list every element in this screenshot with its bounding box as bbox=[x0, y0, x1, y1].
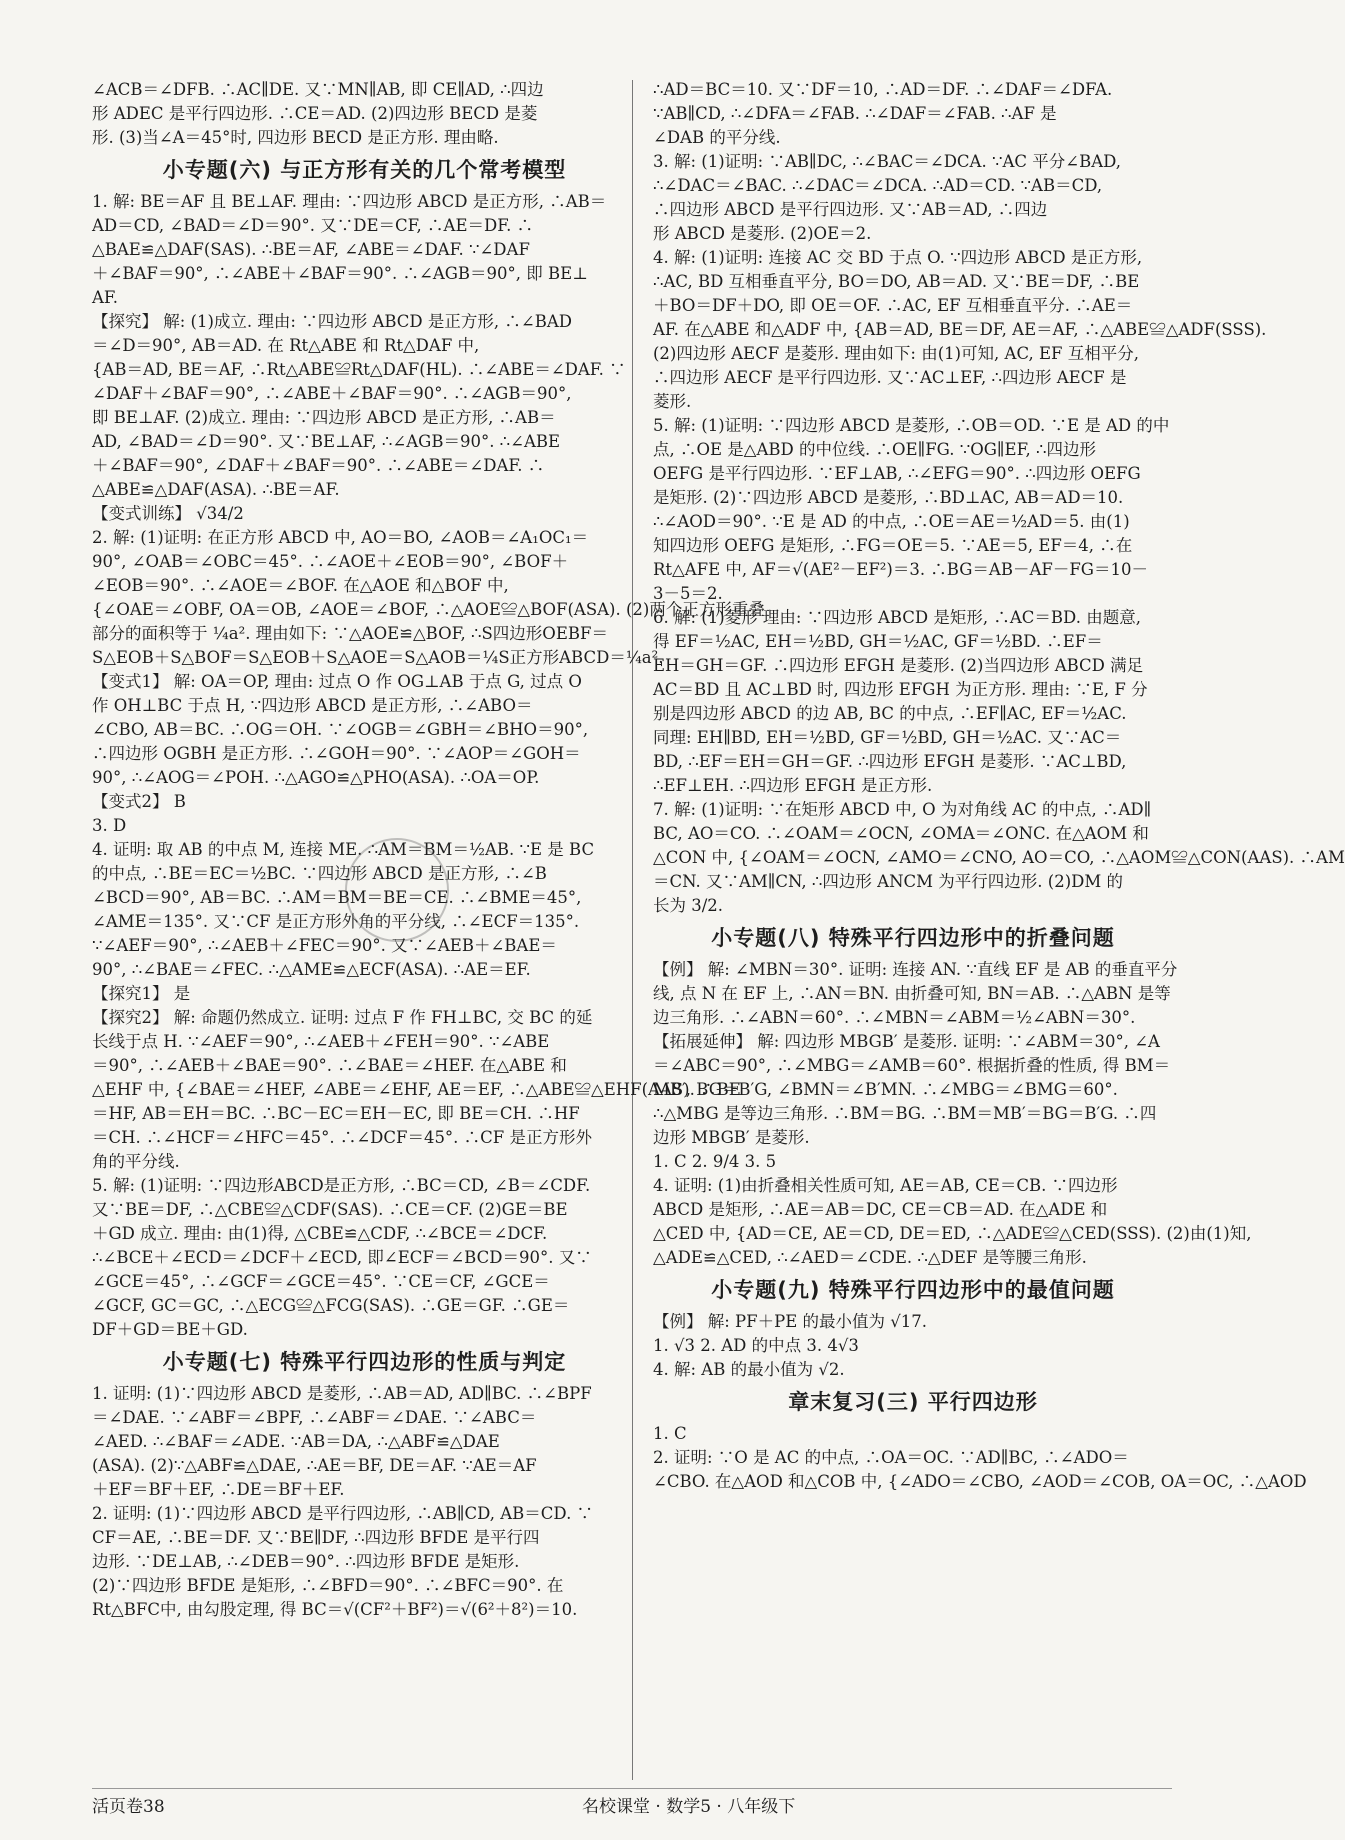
text-line: 6. 解: (1)菱形 理由: ∵四边形 ABCD 是矩形, ∴AC＝BD. 由题意, bbox=[653, 608, 1141, 627]
text-line: 形. (3)当∠A＝45°时, 四边形 BECD 是正方形. 理由略. bbox=[92, 128, 499, 147]
text-line: ∴四边形 ABCD 是平行四边形. 又∵AB＝AD, ∴四边 bbox=[653, 200, 1048, 219]
text-line: 【变式2】 B bbox=[92, 792, 186, 811]
text-line: MB′, BG＝B′G, ∠BMN＝∠B′MN. ∴∠MBG＝∠BMG＝60°. bbox=[653, 1080, 1118, 1099]
text-line: ∠CBO, AB＝BC. ∴OG＝OH. ∵∠OGB＝∠GBH＝∠BHO＝90°, bbox=[92, 720, 589, 739]
text-line: 2. 证明: ∵O 是 AC 的中点, ∴OA＝OC. ∵AD∥BC, ∴∠ADO＝ bbox=[653, 1448, 1129, 1467]
text-line: ∠GCE＝45°, ∴∠GCF＝∠GCE＝45°. ∵CE＝CF, ∠GCE＝ bbox=[92, 1272, 550, 1291]
text-line: ∴四边形 OGBH 是正方形. ∴∠GOH＝90°. ∵∠AOP＝∠GOH＝ bbox=[92, 744, 581, 763]
text-line: 4. 解: AB 的最小值为 √2. bbox=[653, 1360, 845, 1379]
text-line: AF. 在△ABE 和△ADF 中, {AB＝AD, BE＝DF, AE＝AF, ∴△ABE≌△ADF(SSS). bbox=[653, 320, 1267, 339]
text-line: 是矩形. (2)∵四边形 ABCD 是菱形, ∴BD⊥AC, AB＝AD＝10. bbox=[653, 488, 1124, 507]
section-heading: 章末复习(三) 平行四边形 bbox=[788, 1390, 1038, 1414]
text-line: 4. 证明: 取 AB 的中点 M, 连接 ME. ∴AM＝BM＝½AB. ∵E 是 BC bbox=[92, 840, 595, 859]
text-line: ∵AB∥CD, ∴∠DFA＝∠FAB. ∴∠DAF＝∠FAB. ∴AF 是 bbox=[653, 104, 1057, 123]
text-line: DF＋GD＝BE＋GD. bbox=[92, 1320, 248, 1339]
text-line: 1. 证明: (1)∵四边形 ABCD 是菱形, ∴AB＝AD, AD∥BC. ∴∠BPF bbox=[92, 1384, 592, 1403]
section-heading: 小专题(八) 特殊平行四边形中的折叠问题 bbox=[711, 926, 1115, 950]
text-line: 1. C 2. 9/4 3. 5 bbox=[653, 1152, 777, 1171]
text-line: {AB＝AD, BE＝AF, ∴Rt△ABE≌Rt△DAF(HL). ∴∠ABE＝∠DAF. ∵ bbox=[92, 360, 626, 379]
text-line: ∴∠DAC＝∠BAC. ∴∠DAC＝∠DCA. ∴AD＝CD. ∵AB＝CD, bbox=[653, 176, 1103, 195]
text-line: 作 OH⊥BC 于点 H, ∵四边形 ABCD 是正方形, ∴∠ABO＝ bbox=[92, 696, 533, 715]
text-line: 【探究2】 解: 命题仍然成立. 证明: 过点 F 作 FH⊥BC, 交 BC 的延 bbox=[92, 1008, 593, 1027]
text-line: OEFG 是平行四边形. ∵EF⊥AB, ∴∠EFG＝90°. ∴四边形 OEFG bbox=[653, 464, 1141, 483]
text-line: ＝CN. 又∵AM∥CN, ∴四边形 ANCM 为平行四边形. (2)DM 的 bbox=[653, 872, 1124, 891]
text-line: 形 ABCD 是菱形. (2)OE＝2. bbox=[653, 224, 872, 243]
text-line: 长为 3/2. bbox=[653, 896, 724, 915]
text-line: 知四边形 OEFG 是矩形, ∴FG＝OE＝5. ∵AE＝5, EF＝4, ∴在 bbox=[653, 536, 1133, 555]
text-line: △ABE≌△DAF(ASA). ∴BE＝AF. bbox=[92, 480, 340, 499]
text-line: 1. C bbox=[653, 1424, 687, 1443]
text-line: AD, ∠BAD＝∠D＝90°. 又∵BE⊥AF, ∴∠AGB＝90°. ∴∠ABE bbox=[92, 432, 561, 451]
text-line: ＝HF, AB＝EH＝BC. ∴BC－EC＝EH－EC, 即 BE＝CH. ∴HF bbox=[92, 1104, 580, 1123]
text-line: ∴AD＝BC＝10. 又∵DF＝10, ∴AD＝DF. ∴∠DAF＝∠DFA. bbox=[653, 80, 1113, 99]
text-line: ABCD 是矩形, ∴AE＝AB＝DC, CE＝CB＝AD. 在△ADE 和 bbox=[653, 1200, 1108, 1219]
text-line: 即 BE⊥AF. (2)成立. 理由: ∵四边形 ABCD 是正方形, ∴AB＝ bbox=[92, 408, 556, 427]
text-line: 【变式1】 解: OA＝OP, 理由: 过点 O 作 OG⊥AB 于点 G, 过点 O bbox=[92, 672, 582, 691]
text-line: 【例】 解: ∠MBN＝30°. 证明: 连接 AN. ∵直线 EF 是 AB 的垂直平分 bbox=[653, 960, 1178, 979]
text-line: △CON 中, {∠OAM＝∠OCN, ∠AMO＝∠CNO, AO＝CO, ∴△AOM≌△CON(AAS). ∴AM bbox=[653, 848, 1345, 867]
text-line: (ASA). (2)∵△ABF≌△DAE, ∴AE＝BF, DE＝AF. ∵AE＝AF bbox=[92, 1456, 537, 1475]
section-heading: 小专题(六) 与正方形有关的几个常考模型 bbox=[162, 158, 567, 182]
right-column bbox=[653, 78, 1345, 1494]
text-line: 【变式训练】 √34/2 bbox=[92, 504, 244, 523]
text-line: ∴△MBG 是等边三角形. ∴BM＝BG. ∴BM＝MB′＝BG＝B′G. ∴四 bbox=[653, 1104, 1157, 1123]
text-line: Rt△AFE 中, AF＝√(AE²－EF²)＝3. ∴BG＝AB－AF－FG＝10－ bbox=[653, 560, 1148, 579]
text-line: △EHF 中, {∠BAE＝∠HEF, ∠ABE＝∠EHF, AE＝EF, ∴△ABE≌△EHF(AAS). ∴BE bbox=[92, 1080, 741, 1099]
text-line: BC, AO＝CO. ∴∠OAM＝∠OCN, ∠OMA＝∠ONC. 在△AOM 和 bbox=[653, 824, 1149, 843]
text-line: ∠BCD＝90°, AB＝BC. ∴AM＝BM＝BE＝CE. ∴∠BME＝45°, bbox=[92, 888, 582, 907]
text-line: ∴∠AOD＝90°. ∵E 是 AD 的中点, ∴OE＝AE＝½AD＝5. 由(1) bbox=[653, 512, 1130, 531]
text-line: ∠GCF, GC＝GC, ∴△ECG≌△FCG(SAS). ∴GE＝GF. ∴GE＝ bbox=[92, 1296, 570, 1315]
text-line: 边三角形. ∴∠ABN＝60°. ∴∠MBN＝∠ABM＝½∠ABN＝30°. bbox=[653, 1008, 1136, 1027]
text-line: ∠ACB＝∠DFB. ∴AC∥DE. 又∵MN∥AB, 即 CE∥AD, ∴四边 bbox=[92, 80, 544, 99]
text-line: AC＝BD 且 AC⊥BD 时, 四边形 EFGH 为正方形. 理由: ∵E, F 分 bbox=[653, 680, 1148, 699]
text-line: ∴AC, BD 互相垂直平分, BO＝DO, AB＝AD. 又∵BE＝DF, ∴BE bbox=[653, 272, 1140, 291]
text-line: 2. 证明: (1)∵四边形 ABCD 是平行四边形, ∴AB∥CD, AB＝CD. ∵ bbox=[92, 1504, 594, 1523]
text-line: 菱形. bbox=[653, 392, 692, 411]
text-line: ∠AME＝135°. 又∵CF 是正方形外角的平分线, ∴∠ECF＝135°. bbox=[92, 912, 580, 931]
text-line: (2)四边形 AECF 是菱形. 理由如下: 由(1)可知, AC, EF 互相平分, bbox=[653, 344, 1139, 363]
text-line: ∴∠BCE＋∠ECD＝∠DCF＋∠ECD, 即∠ECF＝∠BCD＝90°. 又∵ bbox=[92, 1248, 592, 1267]
text-line: 形 ADEC 是平行四边形. ∴CE＝AD. (2)四边形 BECD 是菱 bbox=[92, 104, 538, 123]
text-line: ∠AED. ∴∠BAF＝∠ADE. ∵AB＝DA, ∴△ABF≌△DAE bbox=[92, 1432, 500, 1451]
text-line: {∠OAE＝∠OBF, OA＝OB, ∠AOE＝∠BOF, ∴△AOE≌△BOF(ASA). (2)两个正方形重叠 bbox=[92, 600, 765, 619]
text-line: AD＝CD, ∠BAD＝∠D＝90°. 又∵DE＝CF, ∴AE＝DF. ∴ bbox=[92, 216, 534, 235]
text-line: ＋GD 成立. 理由: 由(1)得, △CBE≌△CDF, ∴∠BCE＝∠DCF. bbox=[92, 1224, 548, 1243]
text-line: 【探究1】 是 bbox=[92, 984, 191, 1003]
text-line: ∴EF⊥EH. ∴四边形 EFGH 是正方形. bbox=[653, 776, 933, 795]
text-line: △CED 中, {AD＝CE, AE＝CD, DE＝ED, ∴△ADE≌△CED(SSS). (2)由(1)知, bbox=[653, 1224, 1252, 1243]
text-line: 1. √3 2. AD 的中点 3. 4√3 bbox=[653, 1336, 859, 1355]
text-line: 别是四边形 ABCD 的边 AB, BC 的中点, ∴EF∥AC, EF＝½AC. bbox=[653, 704, 1127, 723]
text-line: ＝90°, ∴∠AEB＋∠BAE＝90°. ∴∠BAE＝∠HEF. 在△ABE 和 bbox=[92, 1056, 567, 1075]
text-line: ∴四边形 AECF 是平行四边形. 又∵AC⊥EF, ∴四边形 AECF 是 bbox=[653, 368, 1127, 387]
text-line: ∠DAF＋∠BAF＝90°, ∴∠ABE＋∠BAF＝90°. ∴∠AGB＝90°, bbox=[92, 384, 572, 403]
text-line: 3－5＝2. bbox=[653, 584, 723, 603]
text-line: 的中点, ∴BE＝EC＝½BC. ∵四边形 ABCD 是正方形, ∴∠B bbox=[92, 864, 547, 883]
text-line: 点, ∴OE 是△ABD 的中位线. ∴OE∥FG. ∵OG∥EF, ∴四边形 bbox=[653, 440, 1096, 459]
text-line: 同理: EH∥BD, EH＝½BD, GF＝½BD, GH＝½AC. 又∵AC＝ bbox=[653, 728, 1122, 747]
text-line: ∵∠AEF＝90°, ∴∠AEB＋∠FEC＝90°. 又∵∠AEB＋∠BAE＝ bbox=[92, 936, 557, 955]
page-number: 活页卷38 bbox=[92, 1797, 165, 1817]
text-line: 5. 解: (1)证明: ∵四边形ABCD是正方形, ∴BC＝CD, ∠B＝∠CDF. bbox=[92, 1176, 591, 1195]
text-line: 4. 解: (1)证明: 连接 AC 交 BD 于点 O. ∵四边形 ABCD 是正方形, bbox=[653, 248, 1143, 267]
text-line: 长线于点 H. ∵∠AEF＝90°, ∴∠AEB＋∠FEH＝90°. ∵∠ABE bbox=[92, 1032, 550, 1051]
text-line: △BAE≌△DAF(SAS). ∴BE＝AF, ∠ABE＝∠DAF. ∵∠DAF bbox=[92, 240, 530, 259]
text-line: 4. 证明: (1)由折叠相关性质可知, AE＝AB, CE＝CB. ∵四边形 bbox=[653, 1176, 1118, 1195]
text-line: 90°, ∴∠BAE＝∠FEC. ∴△AME≌△ECF(ASA). ∴AE＝EF. bbox=[92, 960, 531, 979]
text-line: ＝∠DAE. ∵∠ABF＝∠BPF, ∴∠ABF＝∠DAE. ∵∠ABC＝ bbox=[92, 1408, 537, 1427]
text-line: ＋∠BAF＝90°, ∴∠ABE＋∠BAF＝90°. ∴∠AGB＝90°, 即 BE⊥ bbox=[92, 264, 588, 283]
text-line: △ADE≌△CED, ∴∠AED＝∠CDE. ∴△DEF 是等腰三角形. bbox=[653, 1248, 1087, 1267]
text-line: 1. 解: BE＝AF 且 BE⊥AF. 理由: ∵四边形 ABCD 是正方形, ∴AB＝ bbox=[92, 192, 607, 211]
text-line: 3. 解: (1)证明: ∵AB∥DC, ∴∠BAC＝∠DCA. ∵AC 平分∠BAD, bbox=[653, 152, 1121, 171]
text-line: ∠CBO. 在△AOD 和△COB 中, {∠ADO＝∠CBO, ∠AOD＝∠COB, OA＝OC, ∴△AOD bbox=[653, 1472, 1307, 1491]
section-heading: 小专题(九) 特殊平行四边形中的最值问题 bbox=[711, 1278, 1115, 1302]
text-line: ＋∠BAF＝90°, ∠DAF＋∠BAF＝90°. ∴∠ABE＝∠DAF. ∴ bbox=[92, 456, 545, 475]
text-line: 又∵BE＝DF, ∴△CBE≌△CDF(SAS). ∴CE＝CF. (2)GE＝BE bbox=[92, 1200, 568, 1219]
text-line: 3. D bbox=[92, 816, 127, 835]
text-line: Rt△BFC中, 由勾股定理, 得 BC＝√(CF²＋BF²)＝√(6²＋8²)＝10. bbox=[92, 1600, 578, 1619]
text-line: EH＝GH＝GF. ∴四边形 EFGH 是菱形. (2)当四边形 ABCD 满足 bbox=[653, 656, 1144, 675]
text-line: 角的平分线. bbox=[92, 1152, 180, 1171]
text-line: AF. bbox=[92, 288, 119, 307]
text-line: ＝∠D＝90°, AB＝AD. 在 Rt△ABE 和 Rt△DAF 中, bbox=[92, 336, 480, 355]
text-line: 边形 MBGB′ 是菱形. bbox=[653, 1128, 810, 1147]
text-line: 【拓展延伸】 解: 四边形 MBGB′ 是菱形. 证明: ∵∠ABM＝30°, ∠A bbox=[653, 1032, 1160, 1051]
text-line: (2)∵四边形 BFDE 是矩形, ∴∠BFD＝90°. ∴∠BFC＝90°. 在 bbox=[92, 1576, 564, 1595]
text-line: ＝∠ABC＝90°, ∴∠MBG＝∠AMB＝60°. 根据折叠的性质, 得 BM＝ bbox=[653, 1056, 1171, 1075]
text-line: 90°, ∴∠AOG＝∠POH. ∴△AGO≌△PHO(ASA). ∴OA＝OP. bbox=[92, 768, 540, 787]
text-line: 2. 解: (1)证明: 在正方形 ABCD 中, AO＝BO, ∠AOB＝∠A₁OC₁＝ bbox=[92, 528, 589, 547]
text-line: BD, ∴EF＝EH＝GH＝GF. ∴四边形 EFGH 是菱形. ∵AC⊥BD, bbox=[653, 752, 1127, 771]
section-heading: 小专题(七) 特殊平行四边形的性质与判定 bbox=[162, 1350, 567, 1374]
book-title: 名校课堂 · 数学5 · 八年级下 bbox=[582, 1797, 796, 1817]
text-line: ＝CH. ∴∠HCF＝∠HFC＝45°. ∴∠DCF＝45°. ∴CF 是正方形外 bbox=[92, 1128, 592, 1147]
text-line: CF＝AE, ∴BE＝DF. 又∵BE∥DF, ∴四边形 BFDE 是平行四 bbox=[92, 1528, 540, 1547]
text-line: ＋EF＝BF＋EF, ∴DE＝BF＋EF. bbox=[92, 1480, 345, 1499]
text-line: 线, 点 N 在 EF 上, ∴AN＝BN. 由折叠可知, BN＝AB. ∴△ABN 是等 bbox=[653, 984, 1171, 1003]
text-line: 部分的面积等于 ¼a². 理由如下: ∵△AOE≌△BOF, ∴S四边形OEBF＝ bbox=[92, 624, 608, 643]
text-line: ∠DAB 的平分线. bbox=[653, 128, 781, 147]
page-footer bbox=[92, 1788, 1172, 1817]
text-line: 5. 解: (1)证明: ∵四边形 ABCD 是菱形, ∴OB＝OD. ∵E 是 AD 的中 bbox=[653, 416, 1170, 435]
text-line: 90°, ∠OAB＝∠OBC＝45°. ∴∠AOE＋∠EOB＝90°, ∠BOF＋ bbox=[92, 552, 569, 571]
text-line: 【例】 解: PF＋PE 的最小值为 √17. bbox=[653, 1312, 927, 1331]
text-line: 【探究】 解: (1)成立. 理由: ∵四边形 ABCD 是正方形, ∴∠BAD bbox=[92, 312, 572, 331]
text-line: ＋BO＝DF＋DO, 即 OE＝OF. ∴AC, EF 互相垂直平分. ∴AE＝ bbox=[653, 296, 1133, 315]
text-line: 7. 解: (1)证明: ∵在矩形 ABCD 中, O 为对角线 AC 的中点, ∴AD∥ bbox=[653, 800, 1152, 819]
text-line: 边形. ∵DE⊥AB, ∴∠DEB＝90°. ∴四边形 BFDE 是矩形. bbox=[92, 1552, 520, 1571]
text-line: S△EOB＋S△BOF＝S△EOB＋S△AOE＝S△AOB＝¼S正方形ABCD＝¼a². bbox=[92, 648, 664, 667]
text-line: ∠EOB＝90°. ∴∠AOE＝∠BOF. 在△AOE 和△BOF 中, bbox=[92, 576, 509, 595]
text-line: 得 EF＝½AC, EH＝½BD, GH＝½AC, GF＝½BD. ∴EF＝ bbox=[653, 632, 1103, 651]
